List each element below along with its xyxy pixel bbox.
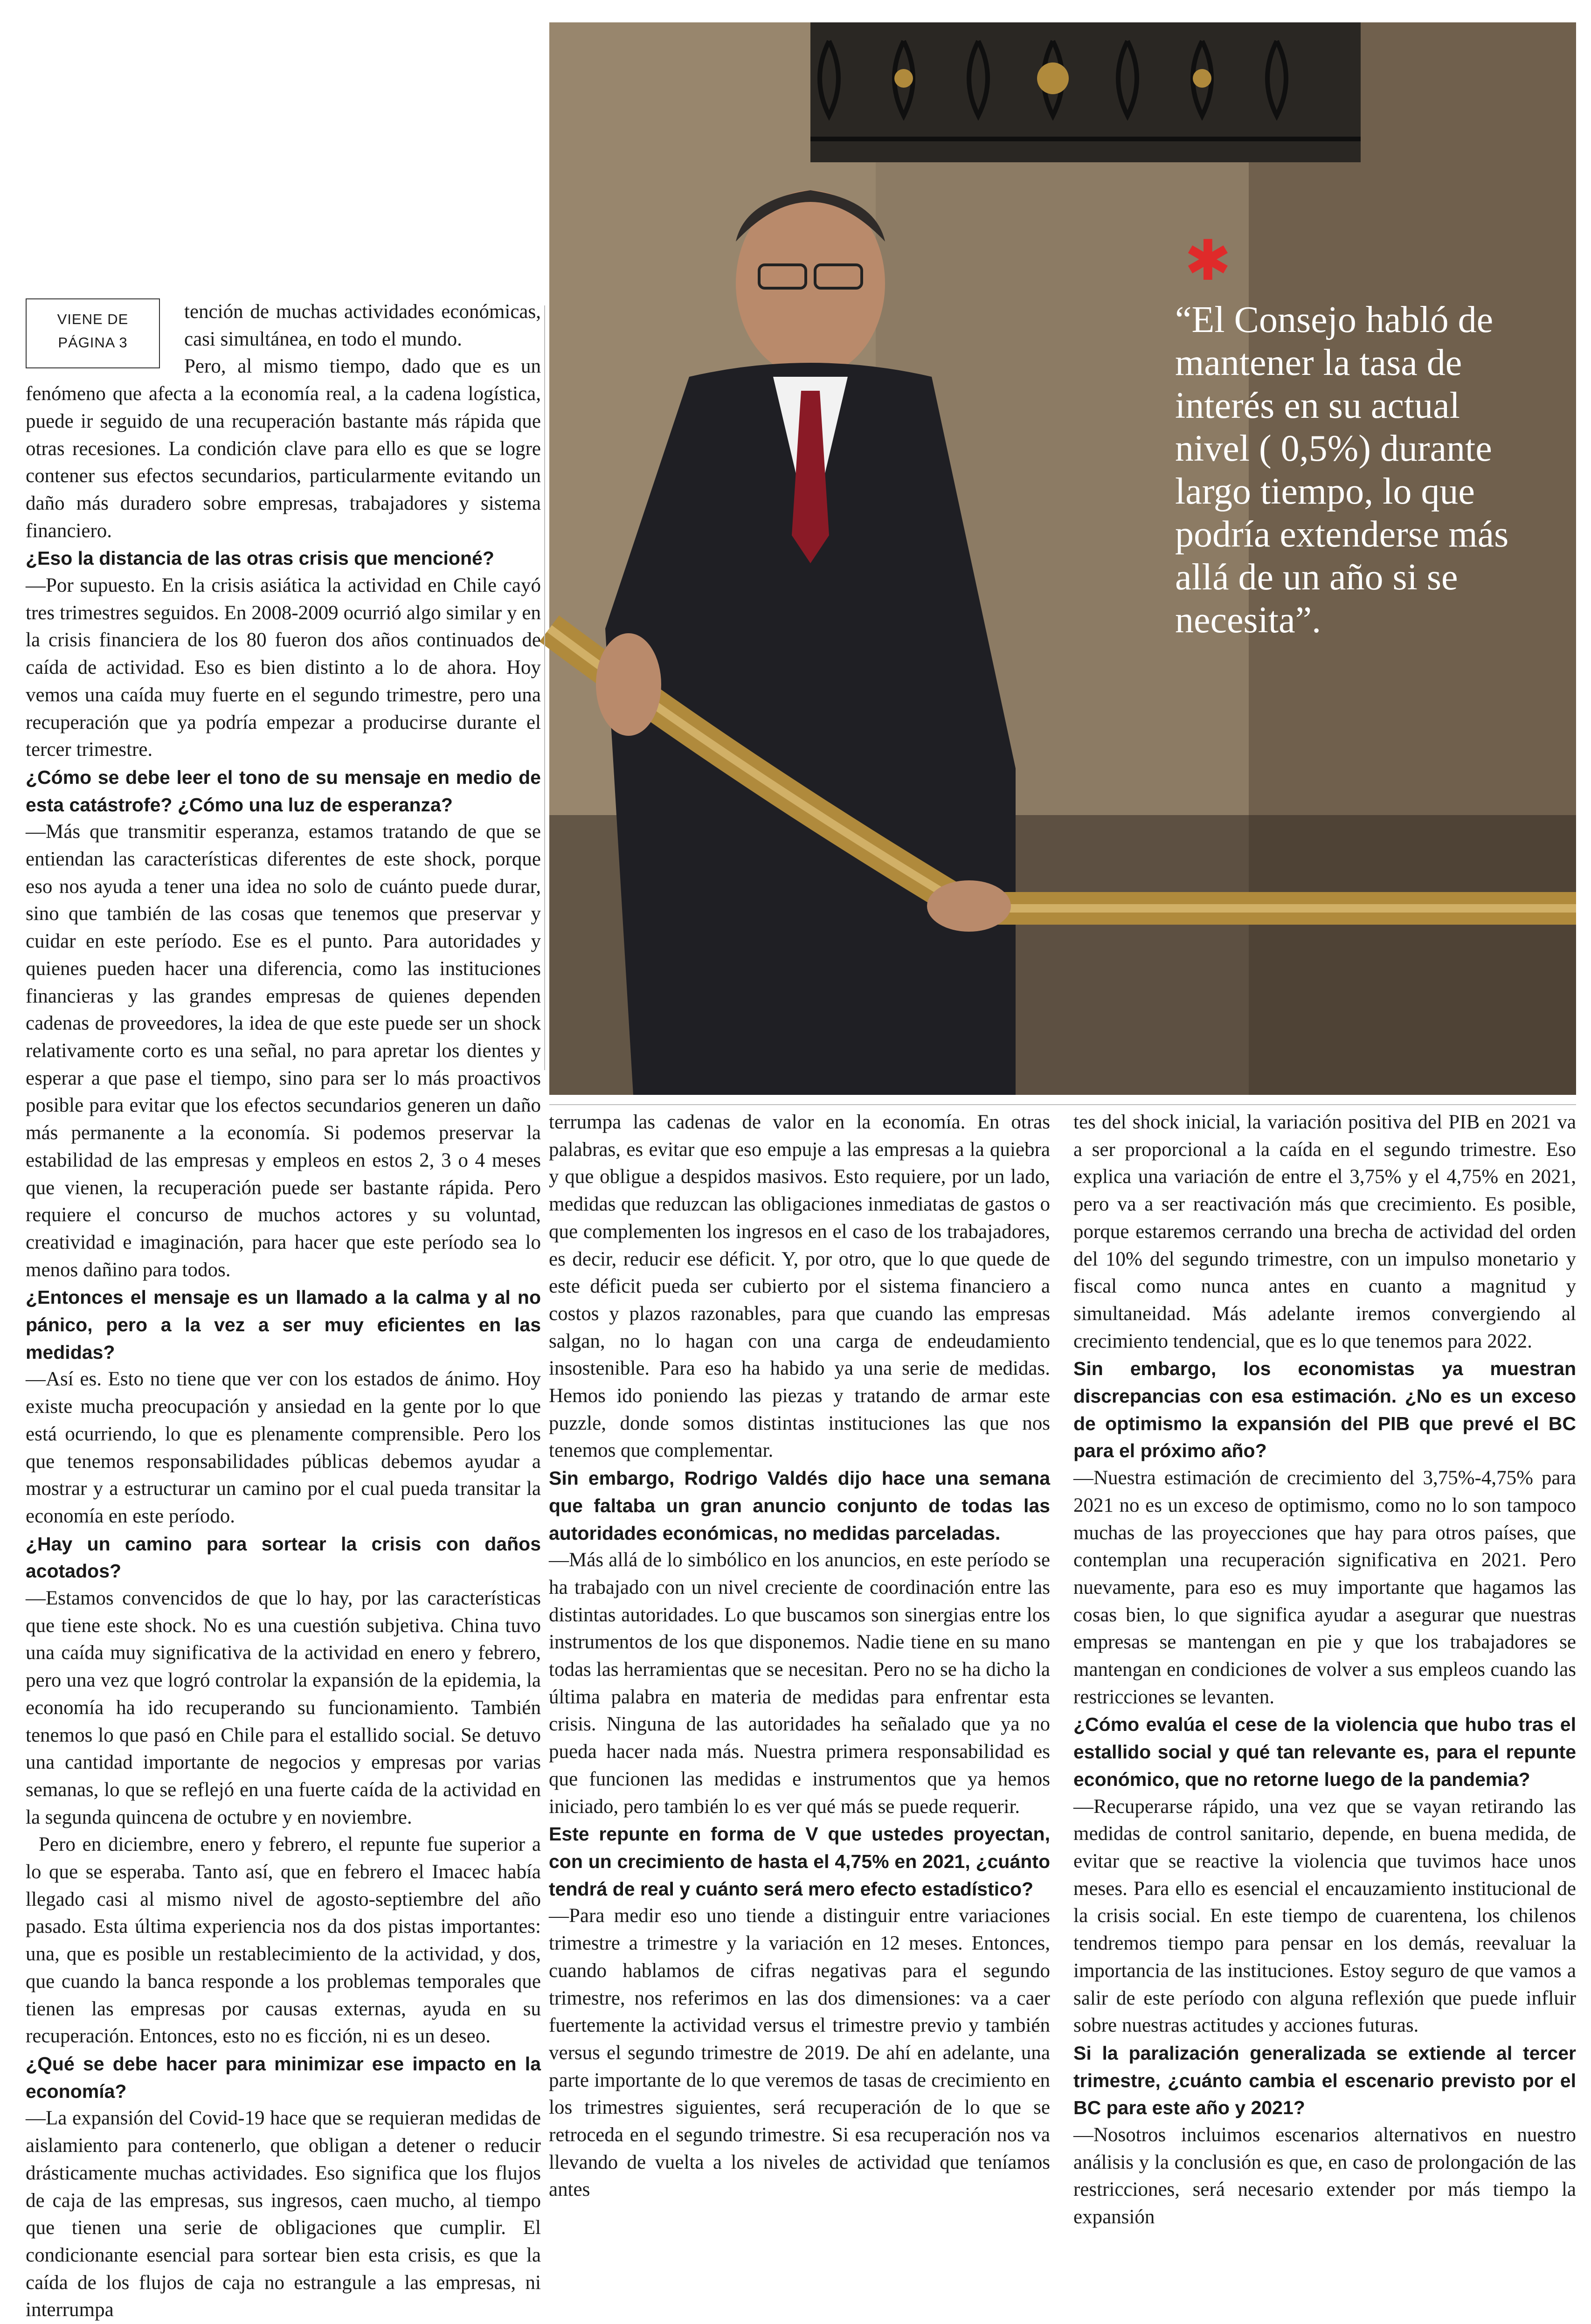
answer-paragraph: tes del shock inicial, la variación positiva del PIB en 2021 va a ser proporcional a la caída en el segundo trimestre. Eso explica una variación de entre el 3,75% y el 4,75% en 2021, pero va a ser reactivación más que crecimiento. Es posible, porque estaremos cerrando una brecha de actividad del orden del 10% del segundo trimestre, con un impulso monetario y fiscal como nunca antes en cuanto a magnitud y simultaneidad. Más adelante iremos convergiendo al crecimiento tendencial, que es lo que tenemos para 2022. (1073, 1111, 1576, 1352)
question-paragraph: ¿Entonces el mensaje es un llamado a la calma y al no pánico, pero a la vez a ser muy eficientes en las medidas? (26, 1286, 541, 1363)
question-paragraph: ¿Cómo evalúa el cese de la violencia que hubo tras el estallido social y qué tan relevante es, para el repunte económico, que no retorne luego de la pandemia? (1073, 1714, 1576, 1790)
answer-paragraph: —Nuestra estimación de crecimiento del 3,75%-4,75% para 2021 no es un exceso de optimismo, como no lo son tampoco muchas de las proyecciones que hay para otros países, que contemplan una recuperación significativa en 2021. Pero nuevamente, para eso es muy importante que hagamos las cosas bien, lo que significa ayudar a asegurar que nuestras empresas se mantengan en pie y que los trabajadores se mantengan en condiciones de volver a sus empleos cuando las restricciones se levanten. (1073, 1467, 1576, 1708)
answer-paragraph: Pero, al mismo tiempo, dado que es un fenómeno que afecta a la economía real, a la cadena logística, puede ir seguido de una recuperación bastante más rápida que otras recesiones. La condición clave para ello es que se logre contener sus efectos secundarios, particularmente evitando un daño más duradero sobre empresas, trabajadores y sistema financiero. (26, 355, 541, 542)
answer-paragraph: terrumpa las cadenas de valor en la economía. En otras palabras, es evitar que eso empuje a las empresas a la quiebra y que obligue a despidos masivos. Esto requiere, por un lado, medidas que reduzcan las obligaciones inmediatas de gastos o que complementen los ingresos en el caso de los trabajadores, es decir, reducir ese déficit. Y, por otro, que lo que quede de este déficit pueda ser cubierto por el sistema financiero a costos y plazos razonables, para que cuando las empresas salgan, no lo hagan con una carga de endeudamiento insostenible. Para eso ha habido ya una serie de medidas. Hemos ido poniendo las piezas y tratando de armar este puzzle, donde somos distintas instituciones las que nos tenemos que complementar. (549, 1111, 1050, 1462)
column-1-text (26, 298, 541, 2324)
answer-paragraph: —Estamos convencidos de que lo hay, por las características que tiene este shock. No es una cuestión subjetiva. China tuvo una caída muy significativa de la actividad en enero y febrero, pero una vez que logró controlar la expansión de la epidemia, la economía ha ido recuperando su funcionamiento. También tenemos lo que pasó en Chile para el estallido social. Se detuvo una cantidad importante de negocios y empresas por varias semanas, lo que se reflejó en una fuerte caída de la actividad en la segunda quincena de octubre y en noviembre. (26, 1587, 541, 1828)
column-3-text (1073, 1109, 1576, 2231)
jump-box (26, 298, 169, 377)
column-divider (544, 305, 545, 1070)
question-paragraph: ¿Qué se debe hacer para minimizar ese impacto en la economía? (26, 2053, 541, 2102)
answer-paragraph: Pero en diciembre, enero y febrero, el repunte fue superior a lo que se esperaba. Tanto así, que en febrero el Imacec había llegado casi al mismo nivel de agosto-septiembre del año pasado. Esta última experiencia nos da dos pistas importantes: una, que es posible un restablecimiento de la actividad, y dos, que cuando la banca responde a los problemas temporales que tienen las empresas por causas externas, ayuda en su recuperación. Entonces, esto no es ficción, ni es un deseo. (26, 1833, 541, 2047)
question-paragraph: Si la paralización generalizada se extiende al tercer trimestre, ¿cuánto cambia el escenario previsto por el BC para este año y 2021? (1073, 2042, 1576, 2119)
question-paragraph: Sin embargo, Rodrigo Valdés dijo hace una semana que faltaba un gran anuncio conjunto de todas las autoridades económicas, no medidas parceladas. (549, 1467, 1050, 1544)
question-paragraph: ¿Eso la distancia de las otras crisis que mencioné? (26, 547, 494, 569)
question-paragraph: ¿Cómo se debe leer el tono de su mensaje en medio de esta catástrofe? ¿Cómo una luz de esperanza? (26, 766, 541, 816)
pull-quote: “El Consejo habló de mantener la tasa de interés en su actual nivel ( 0,5%) durante largo tiempo, lo que podría extenderse más allá de un año si se necesita”. (1175, 299, 1509, 641)
question-paragraph: ¿Hay un camino para sortear la crisis con daños acotados? (26, 1533, 541, 1582)
column-2-text (549, 1109, 1050, 2204)
article-column-3 (1073, 1109, 1576, 2228)
question-paragraph: Sin embargo, los economistas ya muestran discrepancias con esa estimación. ¿No es un exceso de optimismo la expansión del PIB que prevé el BC para el próximo año? (1073, 1358, 1576, 1462)
answer-paragraph: —Nosotros incluimos escenarios alternativos en nuestro análisis y la conclusión es que, en caso de prolongación de las restricciones, será necesario extender por más tiempo la expansión (1073, 2124, 1576, 2228)
answer-paragraph: —Para medir eso uno tiende a distinguir entre variaciones trimestre a trimestre y la variación en 12 meses. Entonces, cuando hablamos de cifras negativas para el segundo trimestre, nos referimos en las dos dimensiones: va a caer fuertemente la actividad versus el trimestre previo y también versus el segundo trimestre de 2019. De ahí en adelante, una parte importante de lo que veremos de tasas de crecimiento en los trimestres siguientes, será recuperación de lo que se retroceda en el segundo trimestre. Si esa recuperación nos va llevando de vuelta a los niveles de actividad que teníamos antes (549, 1905, 1050, 2201)
answer-paragraph: —Más que transmitir esperanza, estamos tratando de que se entiendan las características diferentes de este shock, porque eso nos ayuda a tener una idea no solo de cuánto puede durar, sino que también de las cosas que tenemos que preservar y cuidar en este período. Ese es el punto. Para autoridades y quienes pueden hacer una diferencia, como las instituciones financieras y las grandes empresas de quienes dependen cadenas de proveedores, la idea de que este puede ser un shock relativamente corto es una señal, no para apretar los dientes y esperar a que pase el tiempo, sino para ser lo más proactivos posible para evitar que los efectos secundarios generen un daño más permanente a la economía. Si podemos preservar la estabilidad de las empresas y empleos en estos 2, 3 o 4 meses que vienen, la recuperación puede ser bastante rápida. Pero requiere el concurso de muchos actores y su voluntad, creatividad e imaginación, para hacer que este período sea lo menos dañino para todos. (26, 821, 541, 1281)
answer-paragraph: —Más allá de lo simbólico en los anuncios, en este período se ha trabajado con un nivel creciente de coordinación entre las distintas autoridades. Lo que buscamos son sinergias entre los instrumentos de los que disponemos. Nadie tiene en su mano todas las herramientas que se necesitan. Pero no se ha dicho la última palabra en materia de medidas para enfrentar esta crisis. Ninguna de las autoridades ha señalado que ya no pueda hacer nada más. Nuestra primera responsabilidad es que funcionen las medidas e instrumentos que ya hemos iniciado, pero también lo es ver qué más se puede requerir. (549, 1549, 1050, 1818)
answer-paragraph: —Por supuesto. En la crisis asiática la actividad en Chile cayó tres trimestres seguidos. En 2008-2009 ocurrió algo similar y en la crisis financiera de los 80 fueron dos años continuados de caída de actividad. Eso es bien distinto a lo de ahora. Hoy vemos una caída muy fuerte en el segundo trimestre, pero una recuperación que ya podría empezar a producirse durante el tercer trimestre. (26, 574, 541, 761)
article-column-1 (26, 298, 541, 2321)
section-divider (549, 1104, 1576, 1105)
answer-paragraph: —Recuperarse rápido, una vez que se vayan retirando las medidas de control sanitario, depende, en buena medida, de evitar que se reactive la violencia que tuvimos hace unos meses. Para ello es esencial el encauzamiento institucional de la crisis social. En este tiempo de cuarentena, los chilenos tendremos tiempo para pensar en los demás, reevaluar la importancia de las instituciones. Estoy seguro de que vamos a salir de este período con alguna reflexión que puede influir sobre nuestras actitudes y acciones futuras. (1073, 1795, 1576, 2037)
answer-paragraph: —Así es. Esto no tiene que ver con los estados de ánimo. Hoy existe mucha preocupación y ansiedad en la gente por lo que está ocurriendo, lo que es plenamente comprensible. Pero los que tenemos responsabilidades públicas debemos ayudar a mostrar y a estructurar un camino por el cual pueda transitar la economía en este período. (26, 1368, 541, 1527)
viene-de-pagina-box (26, 298, 160, 368)
asterisk-icon: ✱ (1184, 228, 1231, 293)
question-paragraph: Este repunte en forma de V que ustedes proyectan, con un crecimiento de hasta el 4,75% en 2021, ¿cuánto tendrá de real y cuánto será mero efecto estadístico? (549, 1823, 1050, 1900)
article-column-2 (549, 1109, 1050, 2201)
jump-box-line1: VIENE DE (57, 311, 129, 327)
jump-box-line2: PÁGINA 3 (58, 334, 128, 351)
answer-paragraph: —La expansión del Covid-19 hace que se requieran medidas de aislamiento para contenerlo, que obligan a detener o reducir drásticamente muchas actividades. Eso significa que los flujos de caja de las empresas, sus ingresos, caen mucho, al tiempo que tienen una serie de obligaciones que cumplir. El condicionante esencial para sortear bien esta crisis, es que la caída de los flujos de caja no estrangule a las empresas, ni interrumpa (26, 2107, 541, 2321)
answer-paragraph: tención de muchas actividades económicas, casi simultánea, en todo el mundo. (184, 301, 541, 350)
